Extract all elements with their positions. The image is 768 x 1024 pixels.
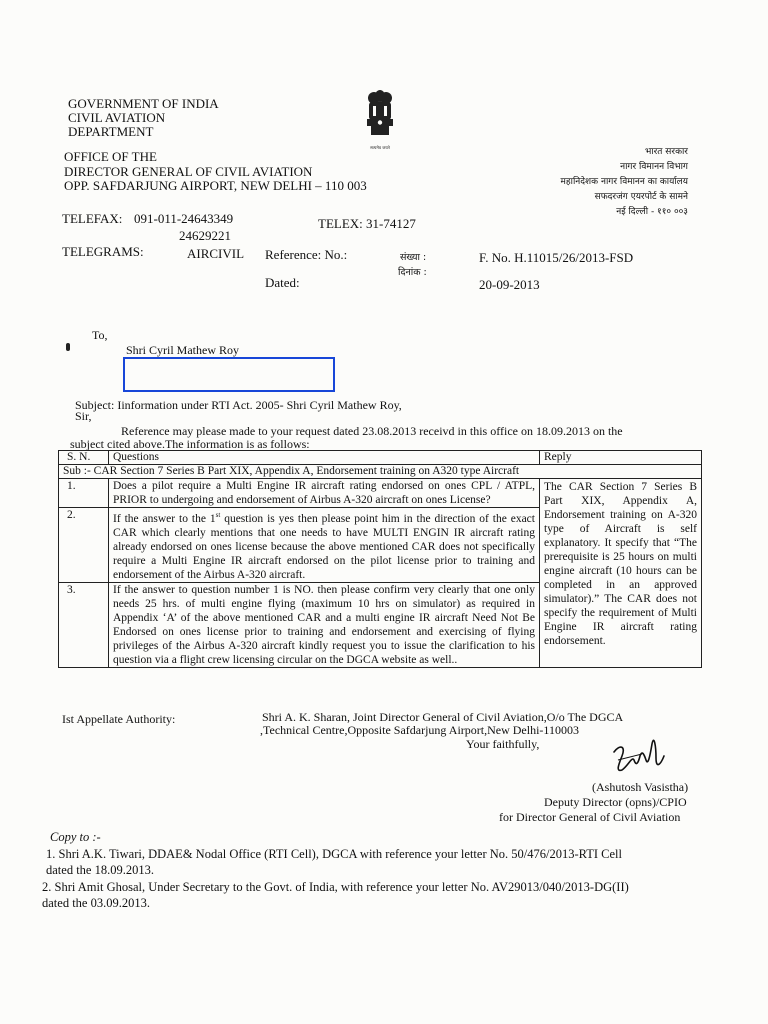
body-line: Reference may please made to your request dated 23.08.2013 receivd in this office on 18.09.2013 on the — [121, 424, 623, 438]
column-header-questions: Questions — [109, 451, 540, 465]
hindi-line: महानिदेशक नागर विमानन का कार्यालय — [560, 177, 688, 187]
bullet-mark — [66, 343, 70, 351]
telegrams-value: AIRCIVIL — [187, 246, 245, 261]
office-line: OFFICE OF THE — [64, 149, 157, 164]
telefax-label: TELEFAX: — [62, 211, 123, 226]
office-block — [64, 150, 367, 194]
signatory-title: Deputy Director (opns)/CPIO — [544, 795, 687, 809]
row-number: 1. — [59, 479, 109, 508]
salutation: Sir, — [75, 409, 92, 423]
copy-to-item: 2. Shri Amit Ghosal, Under Secretary to the Govt. of India, with reference your letter No. AV29013/040/2013-DG(II) — [42, 880, 629, 894]
hindi-line: नागर विमानन विभाग — [620, 162, 688, 172]
hindi-line: भारत सरकार — [644, 147, 688, 157]
question-text: If the answer to question number 1 is NO. then please confirm very clearly that one only needs 25 hrs. of multi engine flying (maximum 10 hrs on simulator) as required in Appendix ‘A’ of the above mentioned CAR and a multi engine IR aircraft Need Not Be Endorsed on ones license prior to training and endorsement and exercising of flying privileges of the Airbus A-320 aircraft kindly request you to issue the clarification to his question via a flight crew licensing circular on the DGCA website as well.. — [109, 582, 540, 667]
reply-text: The CAR Section 7 Series B Part XIX, Appendix A, Endorsement training on A-320 type of Aircraft is self explanatory. It specify that “The prerequisite is 25 hours on multi engine aircraft (10 hours can be completed in an approved simulator).” The CAR does not specify the requirement of Multi Engine IR aircraft rating endorsement. — [540, 479, 702, 668]
office-line: OPP. SAFDARJUNG AIRPORT, NEW DELHI – 110 003 — [64, 178, 367, 193]
redacted-address-box — [123, 357, 335, 392]
hindi-line: सफदरजंग एयरपोर्ट के सामने — [594, 192, 688, 202]
signature-icon — [606, 726, 676, 782]
row-number: 2. — [59, 508, 109, 583]
reference-hindi-label: संख्या : — [400, 252, 427, 263]
office-line: DIRECTOR GENERAL OF CIVIL AVIATION — [64, 163, 313, 179]
column-header-reply: Reply — [540, 451, 702, 465]
telegrams-label: TELEGRAMS: — [62, 244, 144, 259]
column-header-sn: S. N. — [59, 451, 109, 465]
question-text-part: question is yes then please point him in the direction of the exact CAR which clearly mentions that one needs to have MULTI ENGIN IR aircraft rating already endorsed on ones license because the above mentioned CAR does not specifically require a Multi Engine IR aircraft endorsed on the pilot license prior to training and endorsement of the Airbus A-320 aircraft. — [113, 512, 535, 581]
telefax-number-2: 24629221 — [179, 228, 231, 243]
header-line: GOVERNMENT OF INDIA — [68, 96, 219, 111]
copy-to-label: Copy to :- — [50, 830, 101, 844]
appellate-line: Shri A. K. Sharan, Joint Director General of Civil Aviation,O/o The DGCA — [262, 710, 624, 724]
national-emblem-icon — [360, 88, 400, 146]
subject-line: Subject: Iinformation under RTI Act. 2005- Shri Cyril Mathew Roy, — [75, 398, 402, 412]
header-line: DEPARTMENT — [68, 124, 154, 139]
header-line: CIVIL AVIATION — [68, 110, 166, 125]
emblem-caption: सत्यमेव जयते — [370, 145, 390, 150]
superscript: st — [215, 511, 221, 519]
body-line: subject cited above.The information is as follows: — [70, 437, 310, 451]
signatory-name: (Ashutosh Vasistha) — [592, 780, 689, 794]
appellate-line: ,Technical Centre,Opposite Safdarjung Airport,New Delhi-110003 — [260, 723, 579, 737]
table-subject-row — [59, 465, 702, 479]
dated-label: Dated: — [265, 275, 300, 290]
appellate-label: Ist Appellate Authority: — [62, 712, 176, 726]
telefax-number-1: 091-011-24643349 — [134, 211, 234, 226]
recipient-name: Shri Cyril Mathew Roy — [126, 343, 239, 357]
question-text-part: If the answer to the 1 — [113, 512, 216, 525]
copy-to-item: dated the 18.09.2013. — [46, 863, 154, 877]
to-label: To, — [92, 328, 108, 342]
table-subject: Sub :- CAR Section 7 Series B Part XIX, Appendix A, Endorsement training on A320 type Aircraft — [59, 465, 702, 479]
rti-questions-table — [58, 450, 702, 668]
copy-to-item: dated the 03.09.2013. — [42, 896, 150, 910]
table-row — [59, 479, 702, 508]
reference-number: F. No. H.11015/26/2013-FSD — [479, 250, 634, 265]
table-header-row — [59, 451, 702, 465]
row-number: 3. — [59, 582, 109, 667]
signatory-for: for Director General of Civil Aviation — [499, 810, 681, 824]
copy-to-item: 1. Shri A.K. Tiwari, DDAE& Nodal Office (RTI Cell), DGCA with reference your letter No. 50/476/2013-RTI Cell — [46, 847, 622, 861]
hindi-line: नई दिल्ली - ११० ००३ — [616, 207, 688, 217]
telex: TELEX: 31-74127 — [318, 216, 416, 231]
dated-value: 20-09-2013 — [479, 277, 540, 292]
hindi-header-block — [460, 145, 688, 220]
reference-label: Reference: No.: — [265, 247, 348, 262]
closing: Your faithfully, — [466, 737, 540, 751]
dated-hindi-label: दिनांक : — [398, 267, 427, 278]
department-block — [68, 97, 219, 139]
question-text — [109, 508, 540, 583]
question-text: Does a pilot require a Multi Engine IR aircraft rating endorsed on ones CPL / ATPL, PRIOR to undergoing and endorsement of Airbus A-320 aircraft on ones License? — [109, 479, 540, 508]
